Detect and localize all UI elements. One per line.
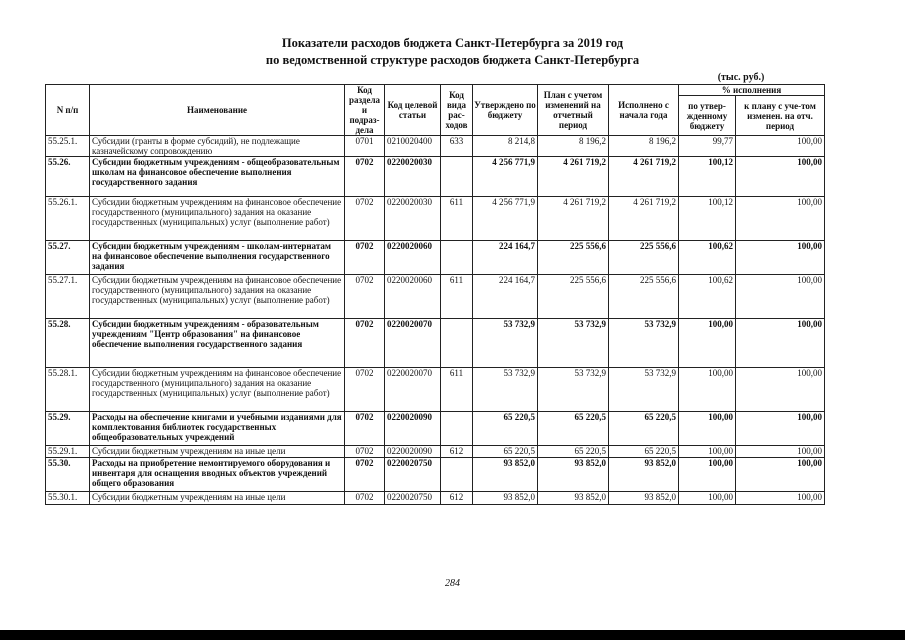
cell-approved: 53 732,9 xyxy=(473,319,538,368)
cell-approved: 4 256 771,9 xyxy=(473,157,538,197)
cell-pct-budget: 100,12 xyxy=(679,197,736,241)
table-row xyxy=(46,368,825,412)
table-row xyxy=(46,412,825,446)
cell-type-code xyxy=(441,412,473,446)
cell-target-code: 0220020750 xyxy=(385,458,441,492)
cell-approved: 224 164,7 xyxy=(473,275,538,319)
cell-pct-budget: 100,00 xyxy=(679,368,736,412)
cell-pct-plan: 100,00 xyxy=(736,275,825,319)
cell-pct-budget: 100,62 xyxy=(679,241,736,275)
cell-num: 55.30. xyxy=(46,458,90,492)
cell-type-code: 612 xyxy=(441,492,473,505)
cell-approved: 93 852,0 xyxy=(473,458,538,492)
header-target-code: Код целевой статьи xyxy=(385,85,441,136)
header-type-code: Код вида рас-ходов xyxy=(441,85,473,136)
cell-executed: 53 732,9 xyxy=(609,368,679,412)
cell-plan: 93 852,0 xyxy=(538,492,609,505)
cell-plan: 65 220,5 xyxy=(538,446,609,458)
cell-type-code: 611 xyxy=(441,368,473,412)
cell-pct-plan: 100,00 xyxy=(736,458,825,492)
cell-plan: 4 261 719,2 xyxy=(538,157,609,197)
cell-section-code: 0702 xyxy=(345,197,385,241)
cell-section-code: 0702 xyxy=(345,412,385,446)
table-row xyxy=(46,241,825,275)
cell-pct-plan: 100,00 xyxy=(736,157,825,197)
cell-num: 55.26. xyxy=(46,157,90,197)
cell-executed: 4 261 719,2 xyxy=(609,197,679,241)
cell-pct-plan: 100,00 xyxy=(736,412,825,446)
cell-plan: 225 556,6 xyxy=(538,241,609,275)
cell-pct-plan: 100,00 xyxy=(736,136,825,157)
cell-plan: 4 261 719,2 xyxy=(538,197,609,241)
cell-plan: 225 556,6 xyxy=(538,275,609,319)
cell-approved: 65 220,5 xyxy=(473,412,538,446)
cell-approved: 93 852,0 xyxy=(473,492,538,505)
cell-section-code: 0702 xyxy=(345,446,385,458)
cell-num: 55.26.1. xyxy=(46,197,90,241)
cell-pct-plan: 100,00 xyxy=(736,319,825,368)
cell-pct-plan: 100,00 xyxy=(736,492,825,505)
cell-num: 55.30.1. xyxy=(46,492,90,505)
table-row xyxy=(46,492,825,505)
cell-name: Расходы на приобретение немонтируемого оборудования и инвентаря для оснащения вводных объектов учреждений общего образования xyxy=(90,458,345,492)
page-subtitle: по ведомственной структуре расходов бюджета Санкт-Петербурга xyxy=(265,53,640,67)
cell-name: Субсидии бюджетным учреждениям на иные цели xyxy=(90,446,345,458)
cell-executed: 65 220,5 xyxy=(609,412,679,446)
table-row xyxy=(46,319,825,368)
header-num: N п/п xyxy=(46,85,90,136)
cell-pct-budget: 100,00 xyxy=(679,492,736,505)
cell-type-code: 611 xyxy=(441,197,473,241)
table-body xyxy=(46,136,825,505)
cell-plan: 8 196,2 xyxy=(538,136,609,157)
cell-name: Субсидии бюджетным учреждениям на финансовое обеспечение государственного (муниципального) задания на оказание государственных (муниципальных) услуг (выполнение работ) xyxy=(90,368,345,412)
cell-plan: 53 732,9 xyxy=(538,368,609,412)
cell-pct-budget: 100,00 xyxy=(679,319,736,368)
table-row xyxy=(46,446,825,458)
cell-target-code: 0220020060 xyxy=(385,275,441,319)
cell-section-code: 0702 xyxy=(345,157,385,197)
cell-pct-budget: 100,00 xyxy=(679,412,736,446)
cell-target-code: 0220020070 xyxy=(385,319,441,368)
table-row xyxy=(46,197,825,241)
cell-section-code: 0702 xyxy=(345,492,385,505)
cell-target-code: 0210020400 xyxy=(385,136,441,157)
cell-pct-plan: 100,00 xyxy=(736,241,825,275)
cell-num: 55.27.1. xyxy=(46,275,90,319)
header-pct-group: % исполнения xyxy=(679,85,825,96)
cell-num: 55.28.1. xyxy=(46,368,90,412)
cell-name: Субсидии бюджетным учреждениям - школам-интернатам на финансовое обеспечение выполнения государственного задания xyxy=(90,241,345,275)
cell-section-code: 0702 xyxy=(345,275,385,319)
cell-executed: 93 852,0 xyxy=(609,458,679,492)
cell-target-code: 0220020090 xyxy=(385,446,441,458)
header-pct-budget: по утвер-жденному бюджету xyxy=(679,96,736,136)
cell-num: 55.27. xyxy=(46,241,90,275)
cell-target-code: 0220020060 xyxy=(385,241,441,275)
table-row xyxy=(46,458,825,492)
cell-pct-budget: 100,00 xyxy=(679,446,736,458)
header-approved: Утверждено по бюджету xyxy=(473,85,538,136)
cell-section-code: 0701 xyxy=(345,136,385,157)
cell-pct-plan: 100,00 xyxy=(736,368,825,412)
header-executed: Исполнено с начала года xyxy=(609,85,679,136)
cell-name: Субсидии бюджетным учреждениям - образовательным учреждениям "Центр образования" на финансовое обеспечение выполнения государственного задания xyxy=(90,319,345,368)
page-number: 284 xyxy=(445,578,460,589)
budget-table xyxy=(45,84,825,505)
cell-section-code: 0702 xyxy=(345,319,385,368)
cell-num: 55.29. xyxy=(46,412,90,446)
cell-type-code xyxy=(441,319,473,368)
table-row xyxy=(46,136,825,157)
cell-type-code: 611 xyxy=(441,275,473,319)
cell-name: Субсидии бюджетным учреждениям - общеобразовательным школам на финансовое обеспечение выполнения государственного задания xyxy=(90,157,345,197)
page-title: Показатели расходов бюджета Санкт-Петербурга за 2019 год xyxy=(281,36,624,50)
cell-plan: 93 852,0 xyxy=(538,458,609,492)
cell-type-code xyxy=(441,241,473,275)
cell-name: Субсидии (гранты в форме субсидий), не подлежащие казначейскому сопровождению xyxy=(90,136,345,157)
cell-type-code: 633 xyxy=(441,136,473,157)
cell-target-code: 0220020750 xyxy=(385,492,441,505)
cell-section-code: 0702 xyxy=(345,241,385,275)
cell-type-code xyxy=(441,157,473,197)
cell-approved: 8 214,8 xyxy=(473,136,538,157)
table-row xyxy=(46,275,825,319)
cell-name: Субсидии бюджетным учреждениям на финансовое обеспечение государственного (муниципального) задания на оказание государственных (муниципальных) услуг (выполнение работ) xyxy=(90,197,345,241)
cell-pct-budget: 99,77 xyxy=(679,136,736,157)
cell-target-code: 0220020070 xyxy=(385,368,441,412)
cell-executed: 53 732,9 xyxy=(609,319,679,368)
header-plan: План с учетом изменений на отчетный период xyxy=(538,85,609,136)
cell-target-code: 0220020030 xyxy=(385,197,441,241)
header-section-code: Код раздела и подраз-дела xyxy=(345,85,385,136)
cell-num: 55.25.1. xyxy=(46,136,90,157)
cell-pct-budget: 100,12 xyxy=(679,157,736,197)
cell-name: Субсидии бюджетным учреждениям на иные цели xyxy=(90,492,345,505)
cell-name: Субсидии бюджетным учреждениям на финансовое обеспечение государственного (муниципального) задания на оказание государственных (муниципальных) услуг (выполнение работ) xyxy=(90,275,345,319)
cell-pct-budget: 100,62 xyxy=(679,275,736,319)
cell-plan: 65 220,5 xyxy=(538,412,609,446)
cell-section-code: 0702 xyxy=(345,368,385,412)
cell-executed: 93 852,0 xyxy=(609,492,679,505)
cell-executed: 225 556,6 xyxy=(609,241,679,275)
cell-approved: 4 256 771,9 xyxy=(473,197,538,241)
cell-pct-plan: 100,00 xyxy=(736,197,825,241)
cell-executed: 8 196,2 xyxy=(609,136,679,157)
cell-pct-budget: 100,00 xyxy=(679,458,736,492)
cell-executed: 225 556,6 xyxy=(609,275,679,319)
cell-type-code xyxy=(441,458,473,492)
cell-approved: 65 220,5 xyxy=(473,446,538,458)
cell-executed: 4 261 719,2 xyxy=(609,157,679,197)
cell-pct-plan: 100,00 xyxy=(736,446,825,458)
unit-label: (тыс. руб.) xyxy=(717,72,765,83)
scan-border-bar xyxy=(0,630,905,640)
cell-num: 55.29.1. xyxy=(46,446,90,458)
cell-approved: 53 732,9 xyxy=(473,368,538,412)
cell-type-code: 612 xyxy=(441,446,473,458)
cell-section-code: 0702 xyxy=(345,458,385,492)
cell-target-code: 0220020030 xyxy=(385,157,441,197)
cell-approved: 224 164,7 xyxy=(473,241,538,275)
cell-plan: 53 732,9 xyxy=(538,319,609,368)
cell-executed: 65 220,5 xyxy=(609,446,679,458)
table-row xyxy=(46,157,825,197)
cell-target-code: 0220020090 xyxy=(385,412,441,446)
cell-num: 55.28. xyxy=(46,319,90,368)
header-pct-plan: к плану с уче-том изменен. на отч. период xyxy=(736,96,825,136)
cell-name: Расходы на обеспечение книгами и учебными изданиями для комплектования библиотек государственных общеобразовательных учреждений xyxy=(90,412,345,446)
header-name: Наименование xyxy=(90,85,345,136)
